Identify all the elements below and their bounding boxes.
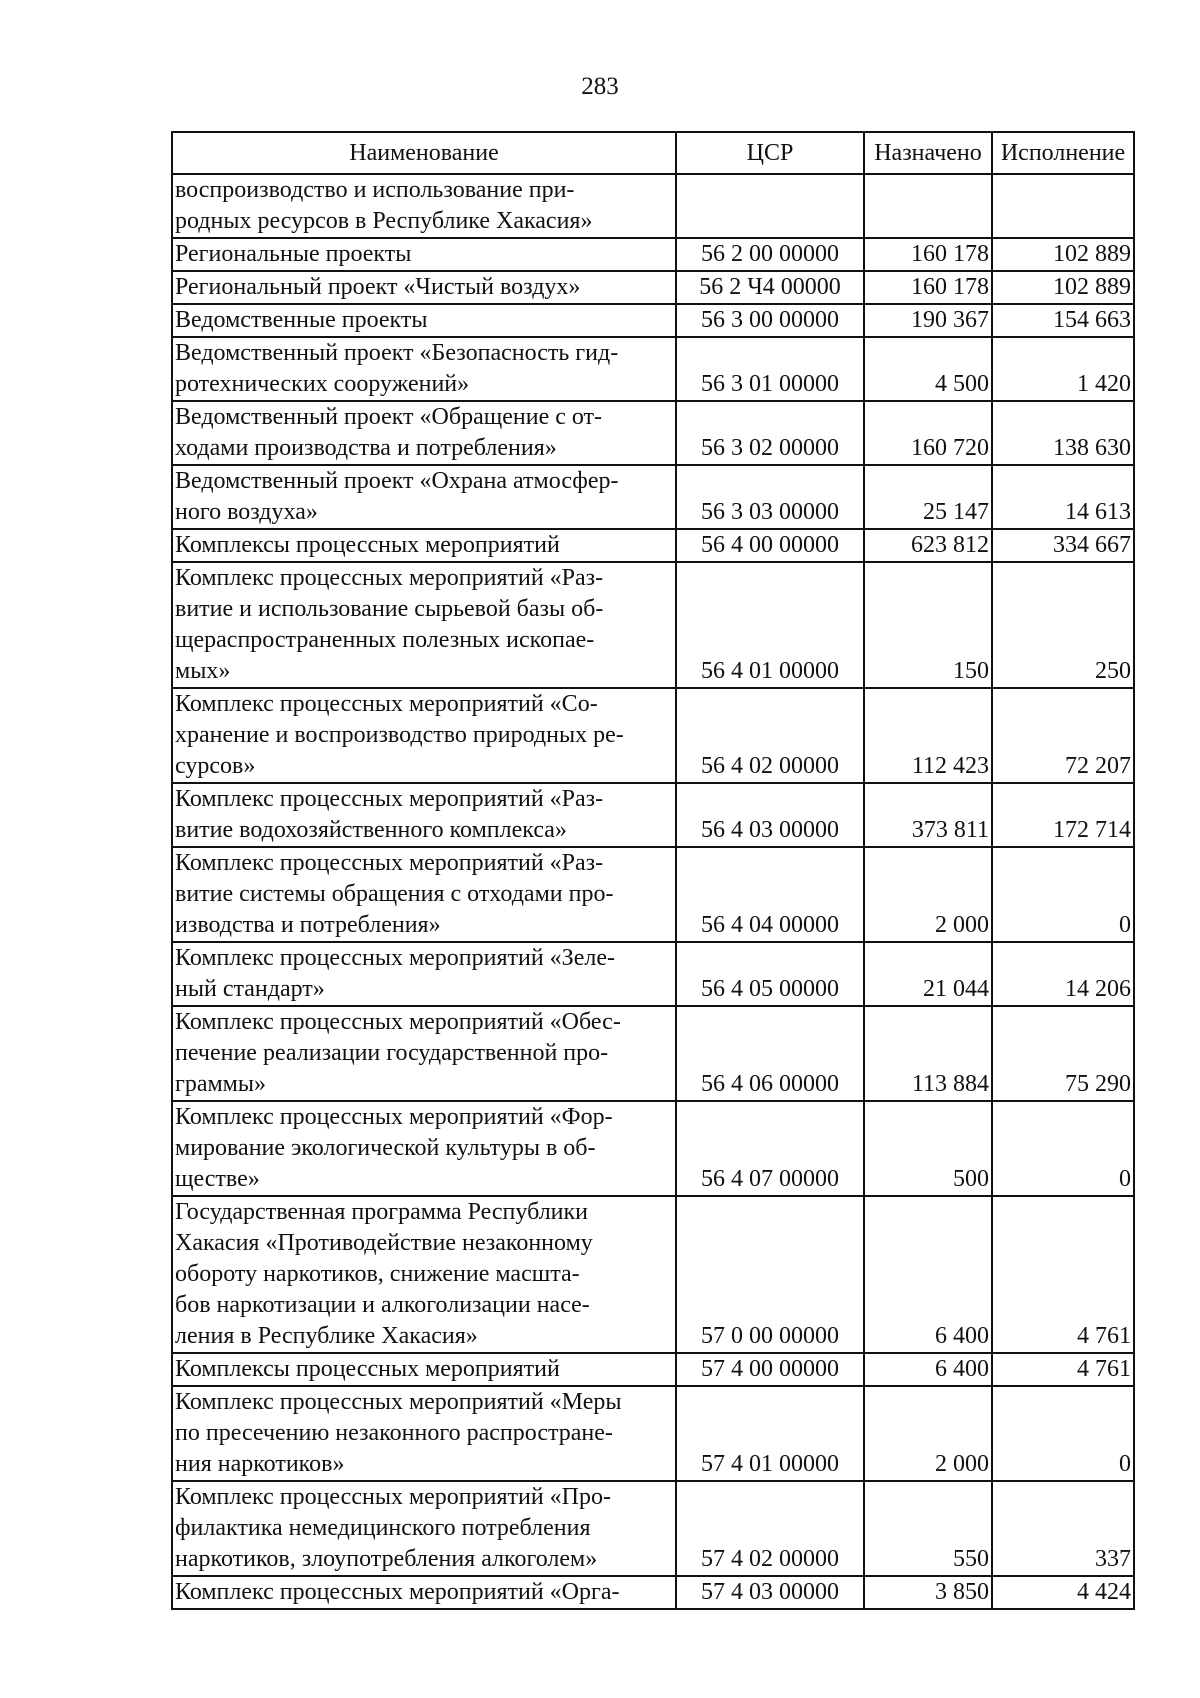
row-name-cell: Государственная программа Республики Хакасия «Противодействие незаконному обороту наркотиков, снижение масшта- бов наркотизации и алкоголизации насе- ления в Республике Хакасия» bbox=[172, 1196, 676, 1353]
row-assigned-cell: 112 423 bbox=[864, 688, 992, 783]
row-name-cell: Комплексы процессных мероприятий bbox=[172, 1353, 676, 1386]
row-csr-cell: 56 4 03 00000 bbox=[676, 783, 864, 847]
table-row bbox=[172, 562, 1134, 688]
row-csr-cell: 57 4 00 00000 bbox=[676, 1353, 864, 1386]
header-assigned: Назначено bbox=[864, 132, 992, 174]
row-executed-cell: 138 630 bbox=[992, 401, 1134, 465]
row-assigned-cell: 160 178 bbox=[864, 238, 992, 271]
table-body bbox=[172, 174, 1134, 1609]
row-assigned-cell: 550 bbox=[864, 1481, 992, 1576]
row-name-cell: Комплекс процессных мероприятий «Зеле- ный стандарт» bbox=[172, 942, 676, 1006]
row-executed-cell: 4 761 bbox=[992, 1353, 1134, 1386]
row-name-cell: Комплекс процессных мероприятий «Раз- витие системы обращения с отходами про- изводства и потребления» bbox=[172, 847, 676, 942]
budget-table bbox=[171, 131, 1135, 1610]
table-row bbox=[172, 942, 1134, 1006]
row-assigned-cell: 6 400 bbox=[864, 1353, 992, 1386]
row-name-cell: Комплекс процессных мероприятий «Со- хранение и воспроизводство природных ре- сурсов» bbox=[172, 688, 676, 783]
row-name-cell: Ведомственный проект «Охрана атмосфер- ного воздуха» bbox=[172, 465, 676, 529]
row-executed-cell: 172 714 bbox=[992, 783, 1134, 847]
row-executed-cell: 4 761 bbox=[992, 1196, 1134, 1353]
row-executed-cell: 102 889 bbox=[992, 238, 1134, 271]
row-executed-cell: 75 290 bbox=[992, 1006, 1134, 1101]
row-assigned-cell: 21 044 bbox=[864, 942, 992, 1006]
row-csr-cell: 57 4 02 00000 bbox=[676, 1481, 864, 1576]
table-row bbox=[172, 688, 1134, 783]
header-executed: Исполнение bbox=[992, 132, 1134, 174]
row-executed-cell: 334 667 bbox=[992, 529, 1134, 562]
row-name-cell: воспроизводство и использование при- родных ресурсов в Республике Хакасия» bbox=[172, 174, 676, 238]
row-assigned-cell bbox=[864, 174, 992, 238]
row-executed-cell: 0 bbox=[992, 1101, 1134, 1196]
row-name-cell: Ведомственный проект «Безопасность гид- ротехнических сооружений» bbox=[172, 337, 676, 401]
table-row bbox=[172, 1576, 1134, 1609]
row-executed-cell: 337 bbox=[992, 1481, 1134, 1576]
row-assigned-cell: 2 000 bbox=[864, 847, 992, 942]
row-csr-cell bbox=[676, 174, 864, 238]
row-executed-cell bbox=[992, 174, 1134, 238]
row-csr-cell: 56 2 Ч4 00000 bbox=[676, 271, 864, 304]
table-row bbox=[172, 271, 1134, 304]
row-assigned-cell: 25 147 bbox=[864, 465, 992, 529]
row-executed-cell: 72 207 bbox=[992, 688, 1134, 783]
row-executed-cell: 1 420 bbox=[992, 337, 1134, 401]
table-row bbox=[172, 847, 1134, 942]
row-assigned-cell: 160 720 bbox=[864, 401, 992, 465]
row-name-cell: Региональный проект «Чистый воздух» bbox=[172, 271, 676, 304]
table-row bbox=[172, 238, 1134, 271]
table-row bbox=[172, 1006, 1134, 1101]
row-name-cell: Ведомственные проекты bbox=[172, 304, 676, 337]
row-name-cell: Региональные проекты bbox=[172, 238, 676, 271]
row-assigned-cell: 6 400 bbox=[864, 1196, 992, 1353]
row-csr-cell: 56 3 01 00000 bbox=[676, 337, 864, 401]
row-executed-cell: 14 613 bbox=[992, 465, 1134, 529]
row-csr-cell: 56 3 02 00000 bbox=[676, 401, 864, 465]
row-csr-cell: 56 4 01 00000 bbox=[676, 562, 864, 688]
row-csr-cell: 56 4 06 00000 bbox=[676, 1006, 864, 1101]
row-executed-cell: 250 bbox=[992, 562, 1134, 688]
row-name-cell: Комплекс процессных мероприятий «Меры по пресечению незаконного распростране- ния наркотиков» bbox=[172, 1386, 676, 1481]
row-csr-cell: 56 4 02 00000 bbox=[676, 688, 864, 783]
row-csr-cell: 56 4 04 00000 bbox=[676, 847, 864, 942]
header-csr: ЦСР bbox=[676, 132, 864, 174]
row-name-cell: Комплекс процессных мероприятий «Фор- мирование экологической культуры в об- ществе» bbox=[172, 1101, 676, 1196]
row-name-cell: Комплексы процессных мероприятий bbox=[172, 529, 676, 562]
header-row bbox=[172, 132, 1134, 174]
row-csr-cell: 56 2 00 00000 bbox=[676, 238, 864, 271]
row-assigned-cell: 2 000 bbox=[864, 1386, 992, 1481]
row-csr-cell: 56 4 00 00000 bbox=[676, 529, 864, 562]
table-row bbox=[172, 174, 1134, 238]
row-csr-cell: 56 4 07 00000 bbox=[676, 1101, 864, 1196]
table-row bbox=[172, 1481, 1134, 1576]
row-executed-cell: 154 663 bbox=[992, 304, 1134, 337]
table-row bbox=[172, 1386, 1134, 1481]
table-row bbox=[172, 1196, 1134, 1353]
row-executed-cell: 14 206 bbox=[992, 942, 1134, 1006]
row-csr-cell: 57 4 03 00000 bbox=[676, 1576, 864, 1609]
table-row bbox=[172, 1353, 1134, 1386]
table-row bbox=[172, 1101, 1134, 1196]
row-name-cell: Ведомственный проект «Обращение с от- ходами производства и потребления» bbox=[172, 401, 676, 465]
row-assigned-cell: 190 367 bbox=[864, 304, 992, 337]
table-row bbox=[172, 401, 1134, 465]
table-row bbox=[172, 465, 1134, 529]
row-name-cell: Комплекс процессных мероприятий «Про- филактика немедицинского потребления наркотиков, злоупотребления алкоголем» bbox=[172, 1481, 676, 1576]
table-row bbox=[172, 337, 1134, 401]
table-row bbox=[172, 529, 1134, 562]
row-assigned-cell: 160 178 bbox=[864, 271, 992, 304]
row-assigned-cell: 3 850 bbox=[864, 1576, 992, 1609]
page-number: 283 bbox=[581, 73, 619, 100]
table-row bbox=[172, 783, 1134, 847]
row-csr-cell: 57 4 01 00000 bbox=[676, 1386, 864, 1481]
row-name-cell: Комплекс процессных мероприятий «Орга- bbox=[172, 1576, 676, 1609]
row-csr-cell: 56 4 05 00000 bbox=[676, 942, 864, 1006]
row-assigned-cell: 500 bbox=[864, 1101, 992, 1196]
row-assigned-cell: 623 812 bbox=[864, 529, 992, 562]
row-csr-cell: 56 3 00 00000 bbox=[676, 304, 864, 337]
row-csr-cell: 57 0 00 00000 bbox=[676, 1196, 864, 1353]
row-name-cell: Комплекс процессных мероприятий «Раз- витие и использование сырьевой базы об- щераспространенных полезных ископае- мых» bbox=[172, 562, 676, 688]
row-assigned-cell: 4 500 bbox=[864, 337, 992, 401]
row-assigned-cell: 150 bbox=[864, 562, 992, 688]
row-name-cell: Комплекс процессных мероприятий «Обес- печение реализации государственной про- граммы» bbox=[172, 1006, 676, 1101]
header-name: Наименование bbox=[172, 132, 676, 174]
row-executed-cell: 102 889 bbox=[992, 271, 1134, 304]
row-csr-cell: 56 3 03 00000 bbox=[676, 465, 864, 529]
row-executed-cell: 0 bbox=[992, 847, 1134, 942]
row-name-cell: Комплекс процессных мероприятий «Раз- витие водохозяйственного комплекса» bbox=[172, 783, 676, 847]
row-assigned-cell: 113 884 bbox=[864, 1006, 992, 1101]
row-assigned-cell: 373 811 bbox=[864, 783, 992, 847]
row-executed-cell: 0 bbox=[992, 1386, 1134, 1481]
table-row bbox=[172, 304, 1134, 337]
row-executed-cell: 4 424 bbox=[992, 1576, 1134, 1609]
